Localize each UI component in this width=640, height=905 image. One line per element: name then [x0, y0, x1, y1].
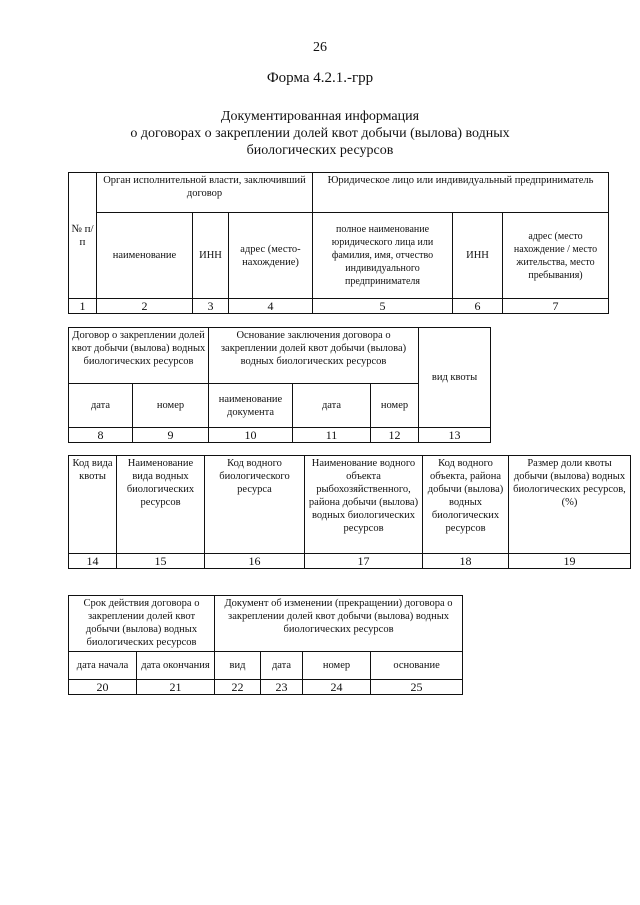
basis-doc-name-header: наименование документа	[209, 384, 293, 428]
table-contract	[68, 327, 491, 443]
table-term	[68, 595, 463, 695]
column-number: 9	[133, 428, 209, 443]
water-body-code-header: Код водного объекта, района добычи (вылова) водных биологических ресурсов	[423, 456, 509, 554]
change-kind-header: вид	[215, 652, 261, 680]
contract-group-header: Договор о закреплении долей квот добычи (вылова) водных биологических ресурсов	[69, 328, 209, 384]
column-number: 10	[209, 428, 293, 443]
column-number: 5	[313, 299, 453, 314]
column-number: 23	[261, 680, 303, 695]
column-number: 2	[97, 299, 193, 314]
entity-address-header: адрес (место нахождение / место жительства, место пребывания)	[503, 213, 609, 299]
contract-date-header: дата	[69, 384, 133, 428]
contract-number-header: номер	[133, 384, 209, 428]
quota-type-header: вид квоты	[419, 328, 491, 428]
table-parties	[68, 172, 609, 314]
form-title: Форма 4.2.1.-грр	[266, 70, 374, 86]
entity-group-header: Юридическое лицо или индивидуальный предприниматель	[313, 173, 609, 213]
column-number: 25	[371, 680, 463, 695]
entity-name-header: полное наименование юридического лица или фамилия, имя, отчество индивидуального предпринимателя	[313, 213, 453, 299]
column-number: 19	[509, 554, 631, 569]
end-date-header: дата окончания	[137, 652, 215, 680]
change-date-header: дата	[261, 652, 303, 680]
basis-date-header: дата	[293, 384, 371, 428]
column-number: 15	[117, 554, 205, 569]
column-number: 14	[69, 554, 117, 569]
change-number-header: номер	[303, 652, 371, 680]
column-number: 13	[419, 428, 491, 443]
column-number: 24	[303, 680, 371, 695]
column-number: 18	[423, 554, 509, 569]
species-name-header: Наименование вида водных биологических ресурсов	[117, 456, 205, 554]
table-resources	[68, 455, 631, 569]
col-number-header: № п/п	[69, 173, 97, 299]
column-number: 1	[69, 299, 97, 314]
authority-name-header: наименование	[97, 213, 193, 299]
document-title-line: биологических ресурсов	[246, 143, 394, 158]
quota-code-header: Код вида квоты	[69, 456, 117, 554]
column-number: 6	[453, 299, 503, 314]
column-number: 11	[293, 428, 371, 443]
column-number: 16	[205, 554, 305, 569]
document-title	[0, 108, 640, 159]
change-basis-header: основание	[371, 652, 463, 680]
share-size-header: Размер доли квоты добычи (вылова) водных биологических ресурсов, (%)	[509, 456, 631, 554]
document-title-line: о договорах о закреплении долей квот добычи (вылова) водных	[130, 126, 510, 141]
column-number: 20	[69, 680, 137, 695]
column-number: 3	[193, 299, 229, 314]
column-number: 4	[229, 299, 313, 314]
authority-group-header: Орган исполнительной власти, заключивший договор	[97, 173, 313, 213]
column-number: 8	[69, 428, 133, 443]
start-date-header: дата начала	[69, 652, 137, 680]
column-number: 17	[305, 554, 423, 569]
resource-code-header: Код водного биологического ресурса	[205, 456, 305, 554]
column-number: 7	[503, 299, 609, 314]
entity-inn-header: ИНН	[453, 213, 503, 299]
change-group-header: Документ об изменении (прекращении) договора о закреплении долей квот добычи (вылова) водных биологических ресурсов	[215, 596, 463, 652]
document-title-line: Документированная информация	[220, 109, 420, 124]
column-number: 22	[215, 680, 261, 695]
column-number: 21	[137, 680, 215, 695]
column-number: 12	[371, 428, 419, 443]
page-number: 26	[313, 40, 327, 55]
authority-inn-header: ИНН	[193, 213, 229, 299]
authority-address-header: адрес (место-нахождение)	[229, 213, 313, 299]
basis-number-header: номер	[371, 384, 419, 428]
term-group-header: Срок действия договора о закреплении долей квот добычи (вылова) водных биологических ресурсов	[69, 596, 215, 652]
basis-group-header: Основание заключения договора о закреплении долей квот добычи (вылова) водных биологических ресурсов	[209, 328, 419, 384]
water-body-name-header: Наименование водного объекта рыбохозяйственного, района добычи (вылова) водных биологических ресурсов	[305, 456, 423, 554]
